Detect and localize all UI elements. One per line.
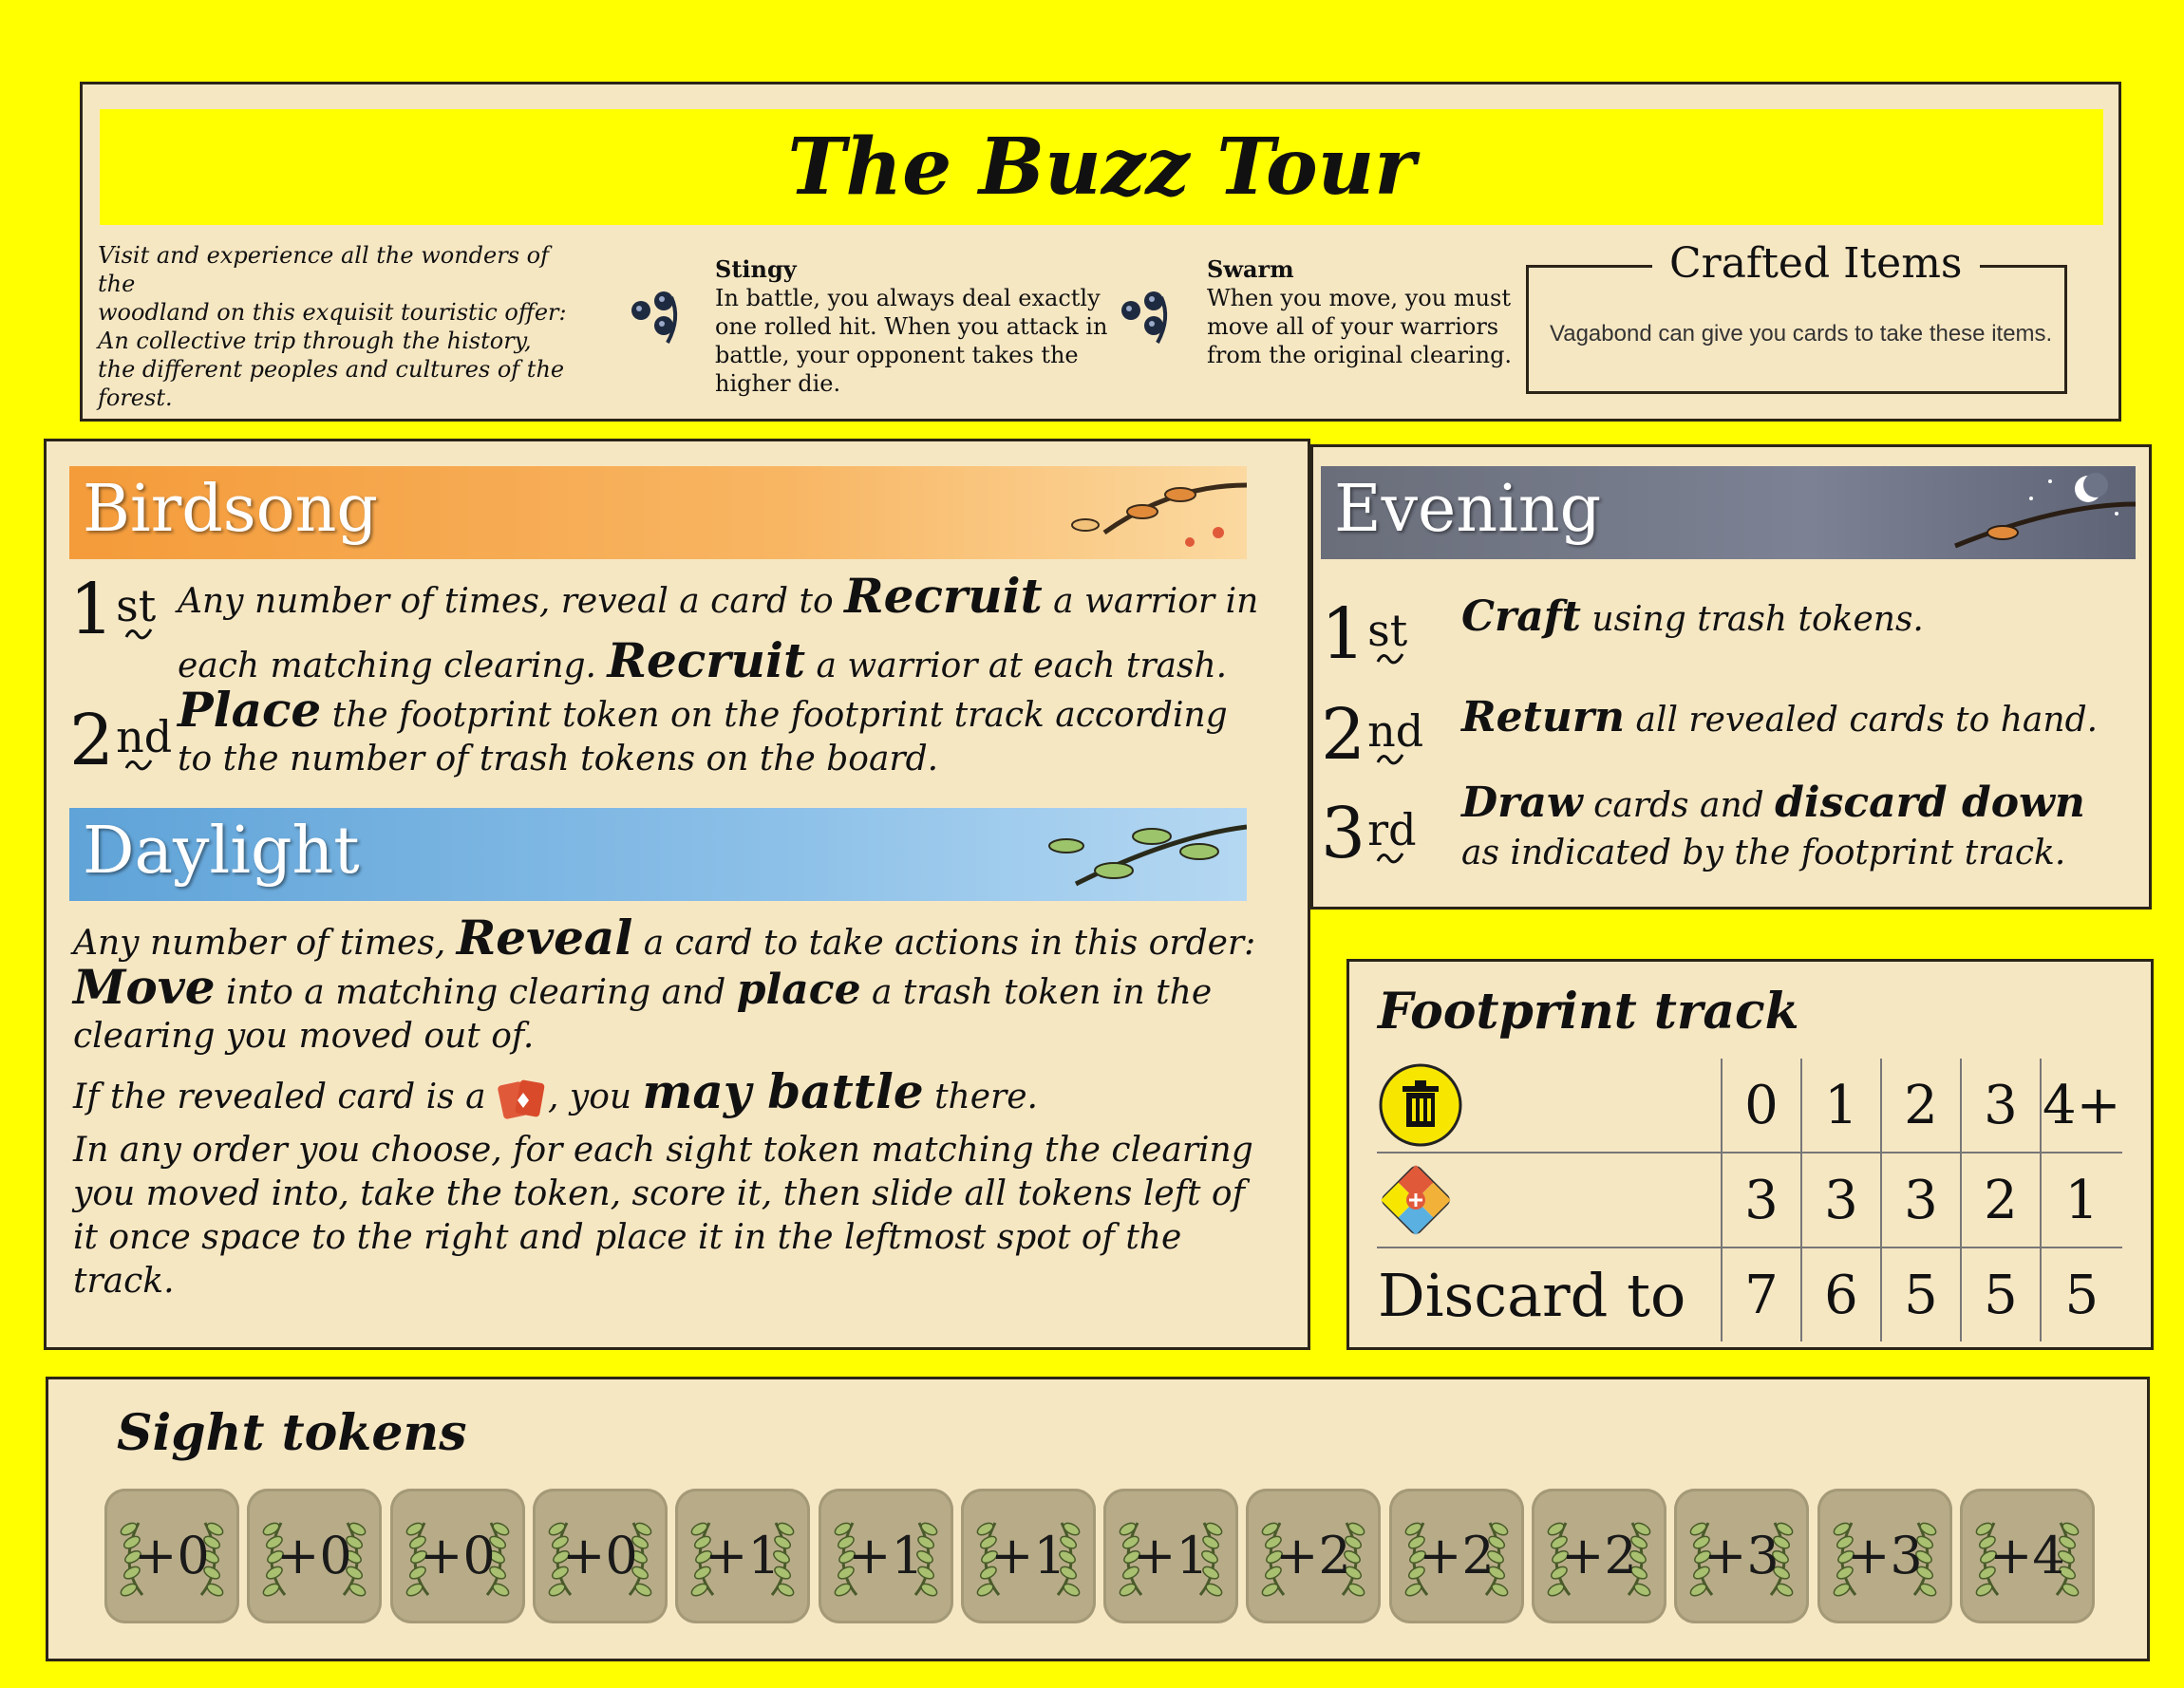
- evening-banner: [1321, 466, 2136, 559]
- sight-token[interactable]: [247, 1489, 382, 1623]
- moon-branch-icon: [1917, 466, 2136, 559]
- sight-token-value: +1: [848, 1526, 924, 1585]
- sight-token-value: +2: [1275, 1526, 1351, 1585]
- sight-token-value: +0: [420, 1526, 496, 1585]
- sight-token[interactable]: [1246, 1489, 1381, 1623]
- sight-tokens-title: Sight tokens: [117, 1404, 467, 1462]
- title-bar: [100, 109, 2103, 225]
- table-row: 0 1 2 3 4+: [1377, 1059, 2122, 1153]
- sight-token-value: +0: [276, 1526, 352, 1585]
- page-title: The Buzz Tour: [787, 122, 1416, 213]
- sight-token[interactable]: [1960, 1489, 2095, 1623]
- sight-token-value: +2: [1419, 1526, 1495, 1585]
- table-row: 3 3 3 2 1: [1377, 1153, 2122, 1247]
- crafted-items-box: [1526, 239, 2067, 394]
- berries-icon: [626, 290, 685, 348]
- crafted-items-text: Vagabond can give you cards to take these items.: [1550, 321, 2053, 347]
- sight-token[interactable]: [961, 1489, 1096, 1623]
- branch-icon: [962, 466, 1247, 559]
- footprint-title: Footprint track: [1378, 983, 1799, 1041]
- table-row: Discard to 7 6 5 5 5: [1377, 1247, 2122, 1341]
- sight-token-value: +1: [705, 1526, 781, 1585]
- crafted-items-title: Crafted Items: [1652, 239, 1980, 288]
- evening-label: Evening: [1334, 472, 1602, 547]
- daylight-label: Daylight: [83, 814, 360, 889]
- squiggle-icon: [124, 755, 153, 774]
- intro-text: Visit and experience all the wonders of the woodland on this exquisit touristic offer: An collective trip through the history, the different peoples and cultures of the forest.: [98, 242, 567, 411]
- squiggle-icon: [1376, 848, 1404, 867]
- sight-token-value: +3: [1704, 1526, 1779, 1585]
- berries-icon: [1116, 290, 1175, 348]
- ability-stingy: Stingy In battle, you always deal exactly one rolled hit. When you attack in battle, your opponent takes the higher die.: [715, 255, 1108, 397]
- sight-token-value: +2: [1561, 1526, 1637, 1585]
- sight-token-value: +1: [1133, 1526, 1209, 1585]
- daylight-text: Any number of times, Reveal a card to take actions in this order: Move into a matching clearing and place a trash token in the clearing you moved out of. If the revealed card is a , you may battle there. In any order you choose, for each sight token matching the clearing you moved into, take the token, score it, then slide all tokens left of it once space to the right and place it in the leftmost spot of the track.: [73, 910, 1256, 1301]
- daylight-banner: [69, 808, 1247, 901]
- sight-token-value: +4: [1989, 1526, 2065, 1585]
- sight-token[interactable]: [1817, 1489, 1952, 1623]
- sight-token-value: +0: [134, 1526, 210, 1585]
- trash-icon: [1378, 1062, 1463, 1148]
- discard-label: Discard to: [1378, 1260, 1686, 1330]
- sight-token[interactable]: [819, 1489, 953, 1623]
- sight-token[interactable]: [1532, 1489, 1666, 1623]
- sight-token[interactable]: [390, 1489, 525, 1623]
- sight-token[interactable]: [1103, 1489, 1238, 1623]
- sight-token[interactable]: [104, 1489, 239, 1623]
- sight-token[interactable]: [675, 1489, 810, 1623]
- squiggle-icon: [1376, 749, 1404, 768]
- squiggle-icon: [124, 624, 153, 643]
- sight-token[interactable]: [533, 1489, 668, 1623]
- sight-token[interactable]: [1674, 1489, 1809, 1623]
- fox-card-icon: [497, 1078, 548, 1121]
- birdsong-daylight-panel: Birdsong 1st Any number of times, reveal a card to Recruit a warrior in each matching clearing. Recruit a warrior at each trash. 2nd Place the footprint token on the footprint track according to the number of trash tokens on the board. Daylight Any number of times, Reveal a card to take actions in this order: Move into a matching clearing and place a trash token in the clearing you moved out of. If the revealed card is a , you may battle there. In any order you choose, for each sight token matching the clearing you moved into, take the token, score it, then slide all tokens left of it once space to the right and place it in the leftmost spot of the track.: [44, 439, 1310, 1350]
- leaves-icon: [962, 808, 1247, 901]
- footprint-table: [1377, 1059, 2122, 1341]
- squiggle-icon: [1376, 648, 1404, 667]
- sight-token-value: +3: [1847, 1526, 1923, 1585]
- evening-panel: Evening 1st Craft using trash tokens. 2nd Return all revealed cards to hand. 3rd Draw cards and discard down as indicated by the footprint track.: [1310, 444, 2152, 910]
- sight-token-value: +1: [990, 1526, 1066, 1585]
- ability-swarm: Swarm When you move, you must move all of your warriors from the original clearing.: [1207, 255, 1513, 368]
- sight-token[interactable]: [1389, 1489, 1524, 1623]
- sight-token-value: +0: [562, 1526, 638, 1585]
- card-plus-icon: [1378, 1162, 1454, 1238]
- birdsong-banner: [69, 466, 1247, 559]
- birdsong-label: Birdsong: [83, 472, 378, 547]
- header-panel: [80, 82, 2121, 422]
